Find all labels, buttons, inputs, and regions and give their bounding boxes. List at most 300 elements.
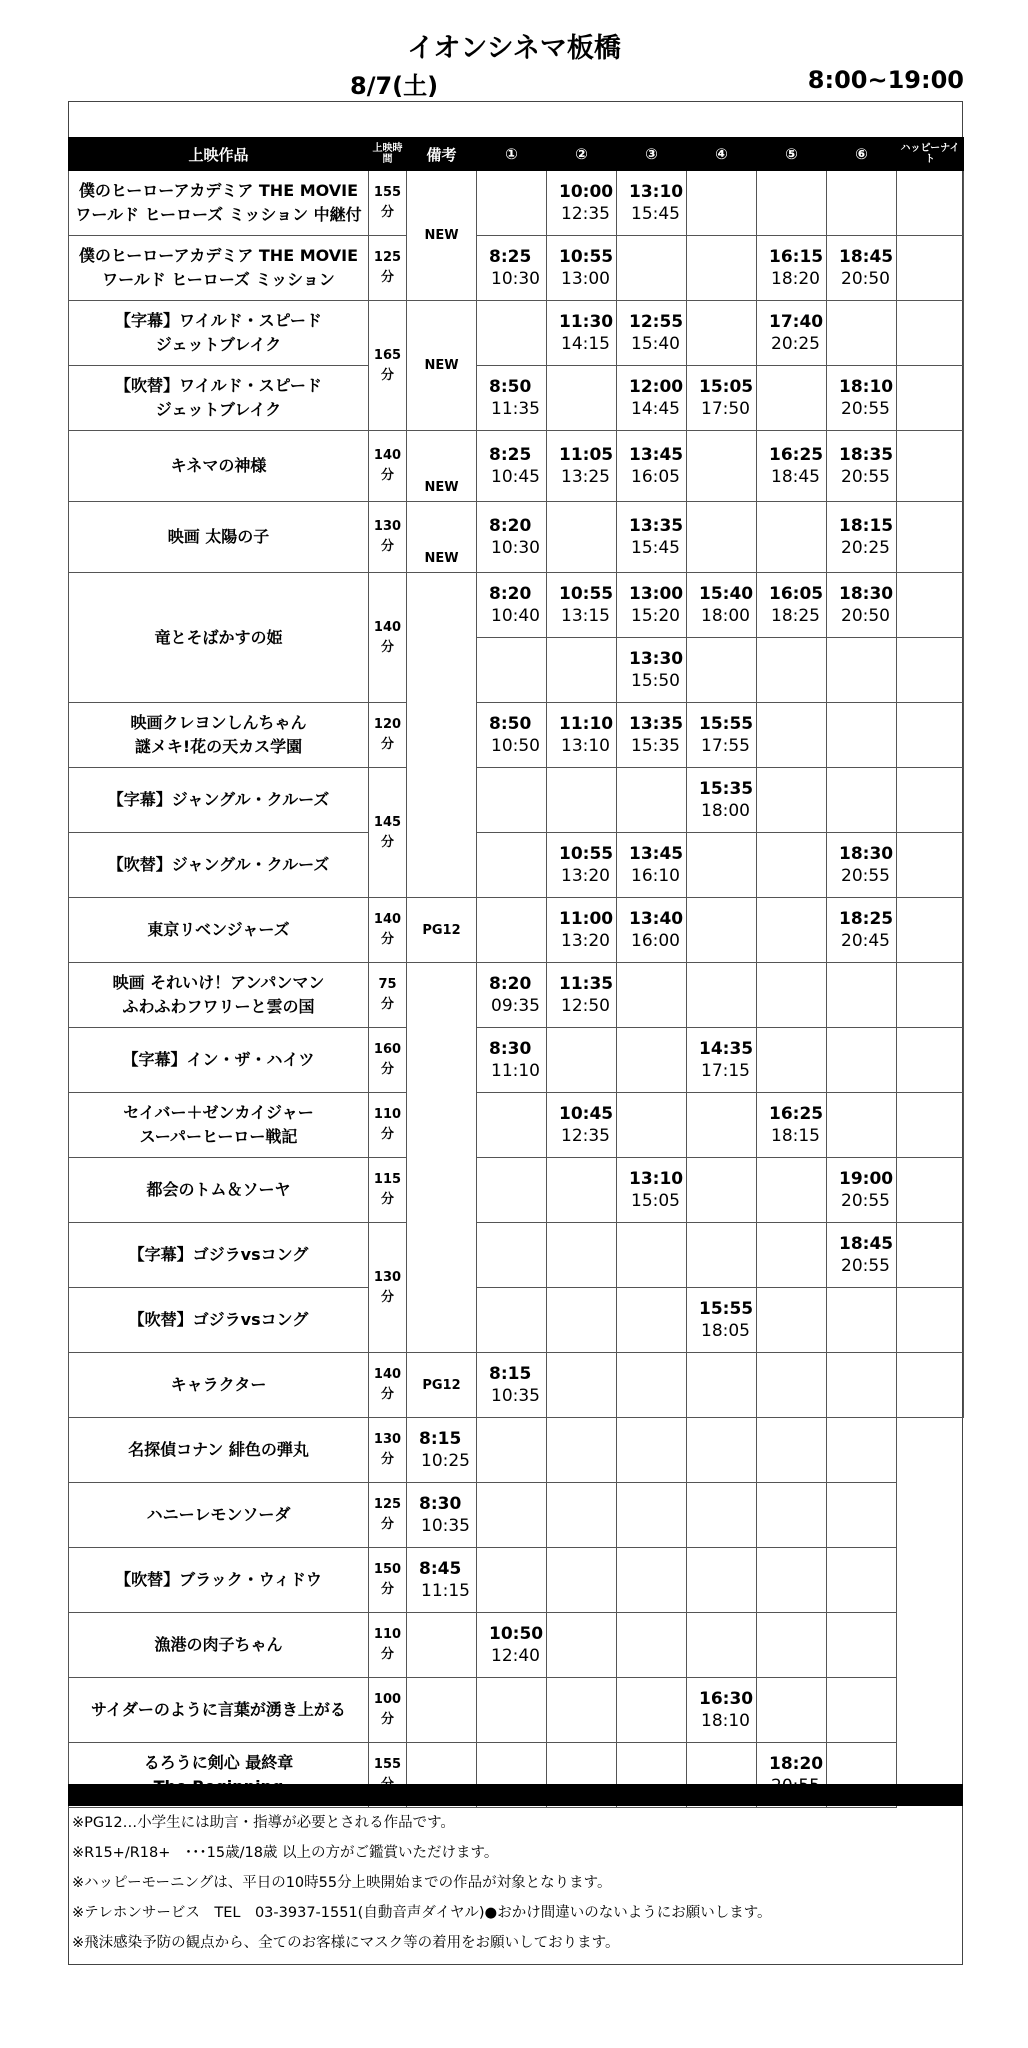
showtime-cell <box>827 301 897 366</box>
runtime-unit: 分 <box>380 1452 394 1467</box>
showtime-cell <box>547 431 617 502</box>
end-time: 13:20 <box>561 866 610 886</box>
showtime-cell <box>477 703 547 768</box>
runtime-minutes: 155 <box>373 1757 402 1772</box>
start-time: 12:00 <box>629 377 684 397</box>
showtime-cell <box>757 1028 827 1093</box>
movie-title <box>69 1483 369 1548</box>
showtime-cell <box>477 1678 547 1743</box>
showtime-cell <box>547 638 617 703</box>
col-header-happy-night: ハッピーナイト <box>897 138 964 171</box>
start-time: 13:40 <box>629 909 684 929</box>
movie-title-line: 【吹替】ジャングル・クルーズ <box>107 855 330 874</box>
movie-title-line: 【吹替】ゴジラvsコング <box>128 1310 309 1329</box>
runtime-unit: 分 <box>380 539 394 554</box>
start-time: 16:30 <box>699 1689 754 1709</box>
end-time: 11:15 <box>421 1581 470 1601</box>
showtime-cell <box>897 898 964 963</box>
showtime-cell <box>687 1028 757 1093</box>
runtime <box>369 1613 407 1678</box>
end-time: 15:35 <box>631 736 680 756</box>
showtime-cell <box>617 1028 687 1093</box>
showtime-cell <box>547 366 617 431</box>
start-time: 13:10 <box>629 1169 684 1189</box>
start-time: 14:35 <box>699 1039 754 1059</box>
start-time: 10:55 <box>559 844 614 864</box>
showtime-cell <box>897 1028 964 1093</box>
start-time: 13:10 <box>629 182 684 202</box>
col-header-title: 上映作品 <box>69 138 369 171</box>
movie-title <box>69 366 369 431</box>
end-time: 13:20 <box>561 931 610 951</box>
col-header-screen-3: ③ <box>617 138 687 171</box>
note-cell <box>407 573 477 898</box>
movie-title <box>69 502 369 573</box>
table-row <box>69 366 964 431</box>
showtime-cell <box>617 301 687 366</box>
start-time: 8:15 <box>419 1429 462 1449</box>
showtime-cell <box>547 1678 617 1743</box>
showtime-cell <box>757 1093 827 1158</box>
movie-title-line: ワールド ヒーローズ ミッション <box>102 270 335 289</box>
runtime-minutes: 75 <box>378 977 397 992</box>
col-header-screen-4: ④ <box>687 138 757 171</box>
start-time: 11:30 <box>559 312 614 332</box>
runtime <box>369 1483 407 1548</box>
start-time: 18:20 <box>769 1754 824 1774</box>
movie-title <box>69 703 369 768</box>
showtime-cell <box>477 1288 547 1353</box>
table-row <box>69 171 964 236</box>
showtime-cell <box>547 1093 617 1158</box>
showtime-cell <box>617 703 687 768</box>
showtime-cell <box>757 1158 827 1223</box>
end-time: 10:35 <box>421 1516 470 1536</box>
showtime-cell <box>897 1288 964 1353</box>
showtime-cell <box>687 502 757 573</box>
end-time: 15:40 <box>631 334 680 354</box>
showtime-cell <box>617 573 687 638</box>
end-time: 16:10 <box>631 866 680 886</box>
showtime-cell <box>477 1158 547 1223</box>
runtime-minutes: 140 <box>373 1367 402 1382</box>
runtime <box>369 236 407 301</box>
showtime-cell <box>547 1418 617 1483</box>
showtime-cell <box>617 1158 687 1223</box>
showtime-cell <box>757 1678 827 1743</box>
showtime-cell <box>547 1158 617 1223</box>
showtime-cell <box>617 1223 687 1288</box>
end-time: 20:25 <box>841 538 890 558</box>
movie-title-line: ジェットブレイク <box>155 335 282 354</box>
table-row <box>69 1288 964 1353</box>
runtime-minutes: 145 <box>373 814 402 830</box>
note-cell <box>407 1353 477 1418</box>
end-time: 10:30 <box>491 538 540 558</box>
schedule-date: 8/7(土) <box>350 72 439 100</box>
showtime-cell <box>827 898 897 963</box>
note-cell <box>407 301 477 431</box>
showtime-cell <box>617 236 687 301</box>
end-time: 15:05 <box>631 1191 680 1211</box>
end-time: 12:35 <box>561 1126 610 1146</box>
start-time: 16:15 <box>769 247 824 267</box>
runtime <box>369 1548 407 1613</box>
note-badge: NEW <box>424 228 459 243</box>
runtime-minutes: 130 <box>373 1432 402 1447</box>
showtime-cell <box>617 898 687 963</box>
end-time: 15:45 <box>631 538 680 558</box>
end-time: 18:05 <box>701 1321 750 1341</box>
start-time: 16:25 <box>769 445 824 465</box>
end-time: 17:55 <box>701 736 750 756</box>
table-row <box>69 768 964 833</box>
showtime-cell <box>827 1613 897 1678</box>
end-time: 20:25 <box>771 334 820 354</box>
showtime-cell <box>477 638 547 703</box>
movie-title-line: 名探偵コナン 緋色の弾丸 <box>128 1440 309 1459</box>
end-time: 15:45 <box>631 204 680 224</box>
end-time: 13:10 <box>561 736 610 756</box>
movie-title <box>69 1288 369 1353</box>
showtime-cell <box>407 1418 477 1483</box>
showtime-cell <box>547 833 617 898</box>
start-time: 19:00 <box>839 1169 894 1189</box>
start-time: 15:05 <box>699 377 754 397</box>
end-time: 10:50 <box>491 736 540 756</box>
start-time: 11:05 <box>559 445 614 465</box>
col-header-notes: 備考 <box>407 138 477 171</box>
runtime-unit: 分 <box>380 1582 394 1597</box>
end-time: 18:15 <box>771 1126 820 1146</box>
end-time: 18:25 <box>771 606 820 626</box>
showtime-cell <box>617 1678 687 1743</box>
showtime-cell <box>827 1223 897 1288</box>
col-header-screen-1: ① <box>477 138 547 171</box>
runtime <box>369 1353 407 1418</box>
runtime-unit: 分 <box>380 367 394 383</box>
page-title: イオンシネマ板橋 <box>407 33 621 64</box>
showtime-cell <box>617 1288 687 1353</box>
runtime-unit: 分 <box>380 1387 394 1402</box>
showtime-cell <box>827 171 897 236</box>
start-time: 8:20 <box>489 516 532 536</box>
table-row <box>69 1223 964 1288</box>
showtime-cell <box>547 236 617 301</box>
movie-title-line: 【字幕】イン・ザ・ハイツ <box>122 1050 315 1069</box>
table-row <box>69 898 964 963</box>
showtime-cell <box>897 1353 964 1418</box>
runtime-minutes: 160 <box>373 1042 402 1057</box>
start-time: 16:25 <box>769 1104 824 1124</box>
runtime-minutes: 155 <box>373 185 402 200</box>
col-header-screen-5: ⑤ <box>757 138 827 171</box>
col-header-screen-6: ⑥ <box>827 138 897 171</box>
showtime-cell <box>477 1613 547 1678</box>
showtime-cell <box>617 1613 687 1678</box>
showtime-cell <box>757 963 827 1028</box>
start-time: 17:40 <box>769 312 824 332</box>
start-time: 15:40 <box>699 584 754 604</box>
showtime-cell <box>477 236 547 301</box>
note-badge: NEW <box>424 358 459 373</box>
movie-title <box>69 898 369 963</box>
footnote: ※ハッピーモーニングは、平日の10時55分上映開始までの作品が対象となります。 <box>72 1875 612 1891</box>
showtime-cell <box>897 768 964 833</box>
table-row <box>69 1678 964 1743</box>
runtime-minutes: 125 <box>373 250 402 265</box>
table-row <box>69 573 964 638</box>
showtime-cell <box>897 703 964 768</box>
table-row <box>69 1418 964 1483</box>
showtime-cell <box>687 1548 757 1613</box>
note-cell <box>407 502 477 573</box>
note-badge: NEW <box>424 480 459 495</box>
showtime-cell <box>757 1223 827 1288</box>
runtime-minutes: 165 <box>373 347 402 363</box>
showtime-cell <box>617 171 687 236</box>
movie-title <box>69 963 369 1028</box>
showtime-cell <box>827 573 897 638</box>
start-time: 13:35 <box>629 714 684 734</box>
movie-title-line: 【字幕】ジャングル・クルーズ <box>107 790 330 809</box>
showtime-cell <box>687 638 757 703</box>
end-time: 16:05 <box>631 467 680 487</box>
end-time: 18:20 <box>771 269 820 289</box>
end-time: 18:10 <box>701 1711 750 1731</box>
showtime-cell <box>757 236 827 301</box>
showtime-cell <box>477 1418 547 1483</box>
runtime <box>369 768 407 898</box>
col-header-runtime: 上映時間 <box>369 138 407 171</box>
runtime-unit: 分 <box>380 1517 394 1532</box>
showtime-cell <box>477 1093 547 1158</box>
showtime-cell <box>477 366 547 431</box>
start-time: 8:50 <box>489 714 532 734</box>
end-time: 15:20 <box>631 606 680 626</box>
movie-title-line: 【吹替】ワイルド・スピード <box>115 376 322 395</box>
table-row <box>69 703 964 768</box>
showtime-cell <box>897 573 964 638</box>
showtime-cell <box>827 1288 897 1353</box>
showtime-cell <box>757 171 827 236</box>
showtime-cell <box>547 963 617 1028</box>
showtime-cell <box>407 1613 477 1678</box>
movie-title-line: 映画 太陽の子 <box>167 527 270 546</box>
showtime-cell <box>477 833 547 898</box>
showtime-cell <box>757 898 827 963</box>
showtime-cell <box>617 1093 687 1158</box>
runtime-minutes: 140 <box>373 619 402 635</box>
start-time: 8:15 <box>489 1364 532 1384</box>
start-time: 8:30 <box>489 1039 532 1059</box>
showtime-cell <box>617 963 687 1028</box>
showtime-cell <box>827 1483 897 1548</box>
table-row <box>69 1353 964 1418</box>
start-time: 18:45 <box>839 1234 894 1254</box>
table-row <box>69 1613 964 1678</box>
showtime-cell <box>617 1548 687 1613</box>
movie-title <box>69 1158 369 1223</box>
start-time: 8:30 <box>419 1494 462 1514</box>
movie-title-line: セイバー＋ゼンカイジャー <box>123 1103 314 1122</box>
showtime-cell <box>827 1353 897 1418</box>
note-badge: PG12 <box>422 1377 461 1393</box>
footnote: ※テレホンサービス TEL 03-3937-1551(自動音声ダイヤル)●おかけ間違いのないようにお願いします。 <box>72 1905 772 1921</box>
showtime-cell <box>547 1548 617 1613</box>
showtime-cell <box>757 301 827 366</box>
showtime-cell <box>897 1158 964 1223</box>
start-time: 13:45 <box>629 445 684 465</box>
runtime <box>369 1223 407 1353</box>
movie-title-line: 【字幕】ゴジラvsコング <box>128 1245 309 1264</box>
movie-title <box>69 1353 369 1418</box>
runtime <box>369 1028 407 1093</box>
showtime-cell <box>827 431 897 502</box>
showtime-cell <box>617 1353 687 1418</box>
showtime-cell <box>757 1418 827 1483</box>
showtime-cell <box>897 833 964 898</box>
start-time: 11:00 <box>559 909 614 929</box>
showtime-cell <box>477 431 547 502</box>
runtime-minutes: 130 <box>373 519 402 534</box>
showtime-cell <box>757 703 827 768</box>
showtime-cell <box>477 1548 547 1613</box>
table-row <box>69 963 964 1028</box>
start-time: 10:55 <box>559 584 614 604</box>
start-time: 15:35 <box>699 779 754 799</box>
note-cell <box>407 963 477 1353</box>
end-time: 18:00 <box>701 606 750 626</box>
movie-title-line: 映画クレヨンしんちゃん <box>130 713 307 732</box>
runtime <box>369 1093 407 1158</box>
showtime-cell <box>687 1483 757 1548</box>
runtime-minutes: 130 <box>373 1269 402 1285</box>
movie-title-line: スーパーヒーロー戦記 <box>139 1127 298 1146</box>
showtime-cell <box>757 431 827 502</box>
runtime <box>369 963 407 1028</box>
showtime-cell <box>407 1548 477 1613</box>
runtime-unit: 分 <box>380 205 394 220</box>
runtime <box>369 703 407 768</box>
showtime-cell <box>477 1483 547 1548</box>
showtime-cell <box>477 768 547 833</box>
runtime-minutes: 125 <box>373 1497 402 1512</box>
movie-title <box>69 1548 369 1613</box>
showtime-cell <box>757 1288 827 1353</box>
showtime-cell <box>617 366 687 431</box>
end-time: 18:00 <box>701 801 750 821</box>
movie-title-line: サイダーのように言葉が湧き上がる <box>91 1700 346 1719</box>
showtimes-body <box>69 171 964 1808</box>
movie-title <box>69 1418 369 1483</box>
showtime-cell <box>897 963 964 1028</box>
start-time: 15:55 <box>699 1299 754 1319</box>
showtime-cell <box>757 768 827 833</box>
showtime-cell <box>827 833 897 898</box>
end-time: 12:40 <box>491 1646 540 1666</box>
runtime-minutes: 110 <box>373 1107 402 1122</box>
showtime-cell <box>687 963 757 1028</box>
runtime <box>369 573 407 703</box>
movie-title-line: ふわふわフワリーと雲の国 <box>122 997 315 1016</box>
showtime-cell <box>757 366 827 431</box>
showtime-cell <box>547 1483 617 1548</box>
runtime-unit: 分 <box>380 639 394 655</box>
showtime-cell <box>687 898 757 963</box>
movie-title-line: ジェットブレイク <box>155 400 282 419</box>
showtime-cell <box>687 573 757 638</box>
showtime-cell <box>827 1158 897 1223</box>
movie-title-line: 映画 それいけ！アンパンマン <box>112 973 325 992</box>
runtime-unit: 分 <box>380 468 394 483</box>
start-time: 10:00 <box>559 182 614 202</box>
showtime-cell <box>547 573 617 638</box>
showtime-cell <box>687 431 757 502</box>
showtime-cell <box>547 1223 617 1288</box>
end-time: 14:45 <box>631 399 680 419</box>
runtime <box>369 301 407 431</box>
showtime-cell <box>827 236 897 301</box>
showtime-cell <box>547 1288 617 1353</box>
footnote: ※R15+/R18+ ･･･15歳/18歳 以上の方がご鑑賞いただけます。 <box>72 1845 499 1861</box>
end-time: 20:50 <box>841 606 890 626</box>
footnote: ※飛沫感染予防の観点から、全てのお客様にマスク等の着用をお願いしております。 <box>72 1935 620 1951</box>
showtime-cell <box>827 1093 897 1158</box>
start-time: 8:20 <box>489 974 532 994</box>
showtime-cell <box>897 301 964 366</box>
showtime-cell <box>897 366 964 431</box>
footer-divider <box>68 1784 963 1806</box>
movie-title <box>69 833 369 898</box>
showtime-cell <box>687 1613 757 1678</box>
showtime-cell <box>687 1093 757 1158</box>
end-time: 12:35 <box>561 204 610 224</box>
runtime-unit: 分 <box>380 737 394 752</box>
start-time: 18:30 <box>839 584 894 604</box>
runtime-unit: 分 <box>380 1289 394 1305</box>
end-time: 13:00 <box>561 269 610 289</box>
showtime-cell <box>897 431 964 502</box>
table-row <box>69 833 964 898</box>
table-row <box>69 1158 964 1223</box>
end-time: 10:25 <box>421 1451 470 1471</box>
showtime-cell <box>547 171 617 236</box>
showtime-cell <box>477 1353 547 1418</box>
runtime-minutes: 140 <box>373 448 402 463</box>
showtime-cell <box>547 1353 617 1418</box>
showtime-cell <box>547 898 617 963</box>
showtime-cell <box>827 1028 897 1093</box>
movie-title-line: キャラクター <box>170 1375 267 1394</box>
showtime-cell <box>897 236 964 301</box>
showtime-cell <box>547 502 617 573</box>
movie-title-line: 【字幕】ワイルド・スピード <box>115 311 322 330</box>
col-header-screen-2: ② <box>547 138 617 171</box>
showtime-cell <box>617 502 687 573</box>
showtime-cell <box>547 1613 617 1678</box>
runtime-unit: 分 <box>380 1127 394 1142</box>
end-time: 15:50 <box>631 671 680 691</box>
showtime-cell <box>827 502 897 573</box>
showtime-cell <box>547 703 617 768</box>
runtime <box>369 431 407 502</box>
start-time: 8:45 <box>419 1559 462 1579</box>
end-time: 17:15 <box>701 1061 750 1081</box>
start-time: 10:55 <box>559 247 614 267</box>
runtime <box>369 1418 407 1483</box>
start-time: 16:05 <box>769 584 824 604</box>
